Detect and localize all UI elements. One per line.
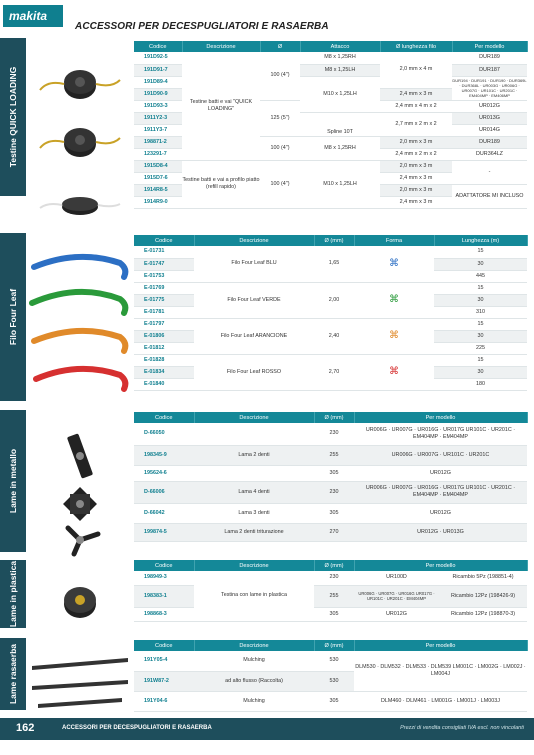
product-images bbox=[28, 652, 132, 712]
table-row bbox=[134, 160, 527, 172]
product-description: Testine batti e vai "QUICK LOADING" bbox=[182, 52, 260, 160]
line-length: 2,0 mm x 3 m bbox=[380, 160, 452, 172]
attachment: M8 x 1,25RH bbox=[300, 136, 380, 160]
refill: Ricambio 12Pz (198426-9) bbox=[439, 585, 527, 607]
length: 15 bbox=[434, 354, 527, 366]
product-code: 198868-3 bbox=[134, 607, 194, 621]
column-header: Lunghezza (m) bbox=[434, 235, 527, 246]
table-header-row bbox=[134, 41, 527, 52]
diameter: 230 bbox=[314, 571, 354, 585]
product-description: Lama 2 denti bbox=[194, 445, 314, 465]
line-length: 2,0 mm x 3 m bbox=[380, 184, 452, 196]
column-header: Ø lunghezza filo bbox=[380, 41, 452, 52]
column-header: Per modello bbox=[354, 412, 527, 423]
table-header-row bbox=[134, 640, 527, 651]
product-description: Mulching bbox=[194, 691, 314, 711]
diameter: 230 bbox=[314, 481, 354, 503]
product-images bbox=[28, 239, 132, 399]
refill: Ricambio 12Pz (198870-3) bbox=[439, 607, 527, 621]
page-header bbox=[0, 0, 534, 35]
length: 30 bbox=[434, 258, 527, 270]
line-length: 2,4 mm x 4 m x 2 bbox=[380, 100, 452, 112]
product-code: 195624-6 bbox=[134, 465, 194, 481]
product-code: 1914R9-0 bbox=[134, 196, 182, 208]
product-code: D-66042 bbox=[134, 503, 194, 523]
column-header: Per modello bbox=[354, 640, 527, 651]
product-code: 1915D8-4 bbox=[134, 160, 182, 172]
diameter: 530 bbox=[314, 671, 354, 691]
product-description: Mulching bbox=[194, 651, 314, 671]
section-label: Lame rasaerba bbox=[8, 643, 18, 705]
model: UR012G bbox=[452, 100, 527, 112]
table-row bbox=[134, 523, 527, 541]
four-leaf-shape-icon: ⌘ bbox=[389, 329, 399, 341]
product-code: 199874-5 bbox=[134, 523, 194, 541]
table-header-row bbox=[134, 235, 527, 246]
length: 30 bbox=[434, 294, 527, 306]
diameter: 2,40 bbox=[314, 318, 354, 354]
column-header: Ø (mm) bbox=[314, 412, 354, 423]
product-code: 191Y04-6 bbox=[134, 691, 194, 711]
product-code: 198345-9 bbox=[134, 445, 194, 465]
line-length: 2,7 mm x 2 m x 2 bbox=[380, 112, 452, 136]
table-header-row bbox=[134, 412, 527, 423]
table-row bbox=[134, 691, 527, 711]
makita-logo: makita bbox=[3, 5, 63, 27]
trimmer-head-icon bbox=[28, 52, 132, 232]
page-title: ACCESSORI PER DECESPUGLIATORI E RASAERBA bbox=[75, 21, 329, 32]
product-code: 198383-1 bbox=[134, 585, 194, 607]
table-row bbox=[134, 318, 527, 330]
refill: Ricambio 5Pz (198851-4) bbox=[439, 571, 527, 585]
four-leaf-shape-icon: ⌘ bbox=[389, 365, 399, 377]
plastic-blade-head-icon bbox=[28, 574, 132, 628]
diameter: 255 bbox=[314, 445, 354, 465]
model: UR012G bbox=[354, 503, 527, 523]
diameter: 270 bbox=[314, 523, 354, 541]
line-length: 2,4 mm x 3 m bbox=[380, 88, 452, 100]
column-header: Ø (mm) bbox=[314, 640, 354, 651]
footer-note: Prezzi di vendita consigliati IVA escl. non vincolanti bbox=[400, 725, 524, 731]
product-code: 191D93-3 bbox=[134, 100, 182, 112]
diameter: 305 bbox=[314, 607, 354, 621]
column-header: Forma bbox=[354, 235, 434, 246]
line-length: 2,0 mm x 3 m bbox=[380, 136, 452, 148]
product-code: 1915D7-6 bbox=[134, 172, 182, 184]
table-row bbox=[134, 607, 527, 621]
column-header: Codice bbox=[134, 235, 194, 246]
length: 180 bbox=[434, 378, 527, 390]
diameter: 125 (5") bbox=[260, 100, 300, 136]
attachment: M8 x 1,25RH bbox=[300, 52, 380, 64]
plastic-blades-table bbox=[134, 560, 528, 622]
product-code: E-01775 bbox=[134, 294, 194, 306]
table-row bbox=[134, 423, 527, 445]
shape-cell bbox=[354, 318, 434, 354]
product-description: Testine batti e vai a profilo piatto (refill rapido) bbox=[182, 160, 260, 208]
table-row bbox=[134, 585, 527, 607]
model: UR014G bbox=[452, 124, 527, 136]
column-header: Descrizione bbox=[194, 235, 314, 246]
model: DUR189 bbox=[452, 52, 527, 64]
table-row bbox=[134, 571, 527, 585]
table-row bbox=[134, 651, 527, 671]
model: UR006G · UR007G · UR016G · UR017G UR101C · UR201C · EM404MP · EM404MP bbox=[354, 481, 527, 503]
model: UR006G · UR007G · UR016G UR017G · UR101C · UR201C · EM404MP bbox=[354, 585, 439, 607]
diameter: 1,65 bbox=[314, 246, 354, 282]
length: 225 bbox=[434, 342, 527, 354]
quick-loading-table bbox=[134, 41, 528, 209]
four-leaf-table bbox=[134, 235, 528, 391]
product-description: Filo Four Leaf VERDE bbox=[194, 282, 314, 318]
section-label: Testine QUICK LOADING bbox=[8, 66, 18, 168]
column-header: Attacco bbox=[300, 41, 380, 52]
footer-title: ACCESSORI PER DECESPUGLIATORI E RASAERBA bbox=[62, 725, 212, 731]
mower-blades-table bbox=[134, 640, 528, 712]
metal-blade-icon bbox=[28, 428, 132, 558]
line-length: 2,0 mm x 4 m bbox=[380, 52, 452, 88]
diameter: 100 (4") bbox=[260, 52, 300, 100]
diameter: 305 bbox=[314, 503, 354, 523]
table-row bbox=[134, 503, 527, 523]
product-description: Testina con lame in plastica bbox=[194, 571, 314, 621]
shape-cell bbox=[354, 354, 434, 390]
diameter: 2,00 bbox=[314, 282, 354, 318]
length: 15 bbox=[434, 282, 527, 294]
length: 30 bbox=[434, 330, 527, 342]
attachment: M10 x 1,25LH bbox=[300, 76, 380, 112]
model: DLM530 · DLM532 · DLM533 · DLM539 LM001C · LM002G · LM002J · LM004J bbox=[354, 651, 527, 691]
product-code: D-66006 bbox=[134, 481, 194, 503]
four-leaf-shape-icon: ⌘ bbox=[389, 293, 399, 305]
product-code: 191D91-7 bbox=[134, 64, 182, 76]
product-description: Filo Four Leaf BLU bbox=[194, 246, 314, 282]
model: UR006G · UR007G · UR101C · UR201C bbox=[354, 445, 527, 465]
column-header: Codice bbox=[134, 640, 194, 651]
column-header: Codice bbox=[134, 41, 182, 52]
model: ADATTATORE MI INCLUSO bbox=[452, 184, 527, 208]
line-length: 2,4 mm x 2 m x 2 bbox=[380, 148, 452, 160]
model: DUR194 · DUR191 · DUR190 · DUR369L · DUR368L · UR003G · UR006G · UR007G · UR101C · UR201C · EM404MP · EM406MP bbox=[452, 78, 527, 98]
product-code: 191W87-2 bbox=[134, 671, 194, 691]
length: 445 bbox=[434, 270, 527, 282]
shape-cell bbox=[354, 282, 434, 318]
section-tab-plastic-blades bbox=[0, 560, 26, 628]
model: UR013G bbox=[452, 112, 527, 124]
column-header: Descrizione bbox=[194, 640, 314, 651]
column-header: Codice bbox=[134, 412, 194, 423]
diameter: 2,70 bbox=[314, 354, 354, 390]
product-code: 123291-7 bbox=[134, 148, 182, 160]
section-tab-quick-loading bbox=[0, 38, 26, 196]
product-code: 191D89-4 bbox=[134, 76, 182, 88]
diameter: 100 (4") bbox=[260, 136, 300, 160]
four-leaf-shape-icon: ⌘ bbox=[389, 257, 399, 269]
product-code: E-01781 bbox=[134, 306, 194, 318]
product-images bbox=[28, 428, 132, 558]
column-header: Per modello bbox=[354, 560, 527, 571]
model: DLM460 · DLM461 · LM001G · LM001J · LM003J bbox=[354, 691, 527, 711]
product-code: 1911Y3-7 bbox=[134, 124, 182, 136]
column-header: Ø bbox=[260, 41, 300, 52]
product-code: E-01747 bbox=[134, 258, 194, 270]
diameter: 530 bbox=[314, 651, 354, 671]
diameter: 305 bbox=[314, 465, 354, 481]
table-row bbox=[134, 52, 527, 64]
product-code: E-01731 bbox=[134, 246, 194, 258]
attachment: M8 x 1,25LH bbox=[300, 64, 380, 76]
table-row bbox=[134, 354, 527, 366]
model: UR012G bbox=[354, 465, 527, 481]
product-code: 198949-3 bbox=[134, 571, 194, 585]
table-row bbox=[134, 282, 527, 294]
product-code: E-01812 bbox=[134, 342, 194, 354]
model: UR100D bbox=[354, 571, 439, 585]
page-number: 162 bbox=[16, 722, 35, 734]
product-code: 191D92-5 bbox=[134, 52, 182, 64]
diameter: 305 bbox=[314, 691, 354, 711]
column-header: Ø (mm) bbox=[314, 235, 354, 246]
model: DUR189 bbox=[452, 136, 527, 148]
column-header: Descrizione bbox=[194, 560, 314, 571]
table-row bbox=[134, 246, 527, 258]
line-length: 2,4 mm x 3 m bbox=[380, 196, 452, 208]
product-code: E-01769 bbox=[134, 282, 194, 294]
diameter: 255 bbox=[314, 585, 354, 607]
product-code: 1914R8-5 bbox=[134, 184, 182, 196]
trimmer-line-icon bbox=[28, 239, 132, 399]
section-label: Filo Four Leaf bbox=[8, 288, 18, 346]
table-row bbox=[134, 465, 527, 481]
diameter: 230 bbox=[314, 423, 354, 445]
product-description: Filo Four Leaf ROSSO bbox=[194, 354, 314, 390]
product-code: 191D90-9 bbox=[134, 88, 182, 100]
product-code: E-01840 bbox=[134, 378, 194, 390]
section-label: Lame in metallo bbox=[8, 448, 18, 514]
model: - bbox=[452, 160, 527, 184]
model: DUR364LZ bbox=[452, 148, 527, 160]
length: 15 bbox=[434, 318, 527, 330]
product-images bbox=[28, 574, 132, 628]
product-description: Lama 3 denti bbox=[194, 503, 314, 523]
product-code: E-01834 bbox=[134, 366, 194, 378]
attachment: M10 x 1,25LH bbox=[300, 160, 380, 208]
product-description bbox=[194, 465, 314, 481]
product-code: 1911Y2-3 bbox=[134, 112, 182, 124]
length: 310 bbox=[434, 306, 527, 318]
product-description: ad alto flusso (Raccolta) bbox=[194, 671, 314, 691]
product-images bbox=[28, 52, 132, 232]
section-tab-mower-blades bbox=[0, 638, 26, 710]
column-header: Descrizione bbox=[194, 412, 314, 423]
product-description: Filo Four Leaf ARANCIONE bbox=[194, 318, 314, 354]
model: UR006G · UR007G · UR016G · UR017G UR101C · UR201C · EM404MP · EM404MP bbox=[354, 423, 527, 445]
table-row bbox=[134, 481, 527, 503]
length: 30 bbox=[434, 366, 527, 378]
mower-blade-icon bbox=[28, 652, 132, 712]
section-tab-metal-blades bbox=[0, 410, 26, 552]
length: 15 bbox=[434, 246, 527, 258]
page-footer bbox=[0, 718, 534, 740]
column-header: Per modello bbox=[452, 41, 527, 52]
product-code: E-01828 bbox=[134, 354, 194, 366]
diameter: 100 (4") bbox=[260, 160, 300, 208]
product-description: Lama 2 denti triturazione bbox=[194, 523, 314, 541]
table-header-row bbox=[134, 560, 527, 571]
metal-blades-table bbox=[134, 412, 528, 542]
section-label: Lame in plastica bbox=[8, 560, 18, 628]
model: UR012G bbox=[354, 607, 439, 621]
section-tab-four-leaf bbox=[0, 233, 26, 401]
product-code: E-01806 bbox=[134, 330, 194, 342]
column-header: Descrizione bbox=[182, 41, 260, 52]
model: DUR187 bbox=[452, 64, 527, 76]
table-row bbox=[134, 445, 527, 465]
line-length: 2,4 mm x 3 m bbox=[380, 172, 452, 184]
model: UR012G · UR013G bbox=[354, 523, 527, 541]
product-description bbox=[194, 423, 314, 445]
product-code: E-01753 bbox=[134, 270, 194, 282]
product-code: E-01797 bbox=[134, 318, 194, 330]
attachment: Spline 10T bbox=[300, 112, 380, 136]
column-header: Codice bbox=[134, 560, 194, 571]
shape-cell bbox=[354, 246, 434, 282]
product-code: D-66050 bbox=[134, 423, 194, 445]
product-description: Lama 4 denti bbox=[194, 481, 314, 503]
product-code: 198871-2 bbox=[134, 136, 182, 148]
column-header: Ø (mm) bbox=[314, 560, 354, 571]
product-code: 191Y05-4 bbox=[134, 651, 194, 671]
